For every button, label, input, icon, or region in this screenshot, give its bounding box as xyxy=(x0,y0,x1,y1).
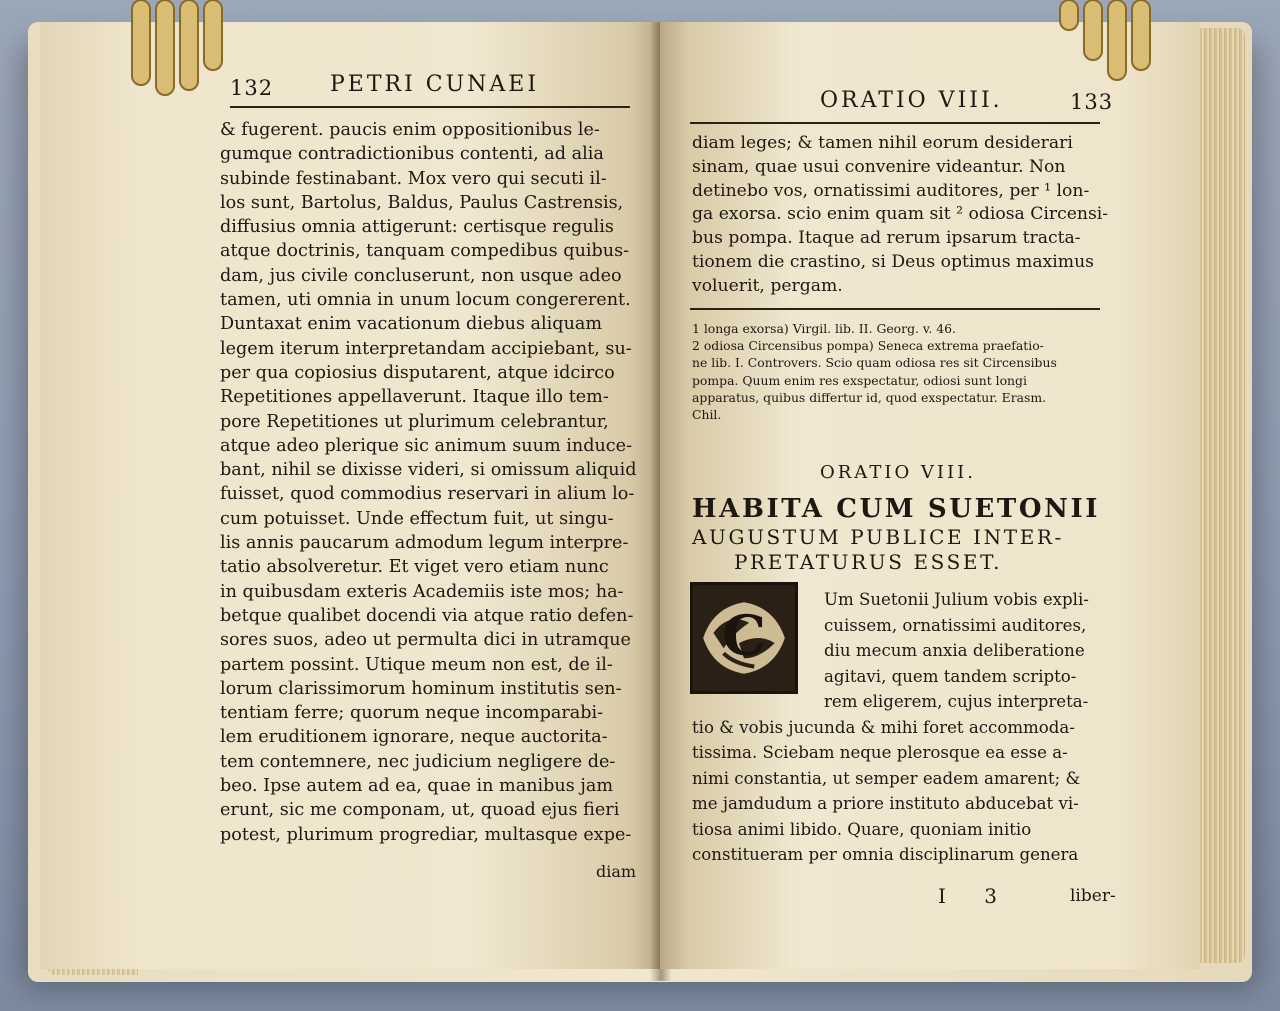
left-header-rule xyxy=(230,106,630,108)
text-line: subinde festinabant. Mox vero qui secuti il- xyxy=(220,168,607,189)
text-line: lorum clarissimorum hominum institutis sen- xyxy=(220,678,622,699)
text-line: diu mecum anxia deliberatione xyxy=(824,641,1085,660)
brass-page-clip-right xyxy=(1040,0,1160,110)
footnote-line: 1 longa exorsa) Virgil. lib. II. Georg. v. 46. xyxy=(692,321,956,336)
right-catchword: liber- xyxy=(1070,886,1116,906)
text-line: in quibusdam exteris Academiis iste mos; ha- xyxy=(220,581,624,602)
text-line: Duntaxat enim vacationum diebus aliquam xyxy=(220,314,603,335)
text-line: erunt, sic me componam, ut, quoad ejus fieri xyxy=(220,800,620,821)
text-line: bant, nihil se dixisse videri, si omissum aliquid xyxy=(220,460,637,481)
oration-subtitle-line2: PRETATURUS ESSET. xyxy=(734,550,1003,574)
text-line: tionem die crastino, si Deus optimus maximus xyxy=(692,251,1094,272)
text-line: atque adeo plerique sic animum suum induce- xyxy=(220,435,633,456)
text-line: Um Suetonii Julium vobis expli- xyxy=(824,590,1089,609)
text-line: lis annis paucarum admodum legum interpre- xyxy=(220,533,629,554)
text-line: beo. Ipse autem ad ea, quae in manibus jam xyxy=(220,776,614,797)
left-page-number: 132 xyxy=(230,76,274,100)
text-line: per qua copiosius disputarent, atque idcirco xyxy=(220,362,615,383)
text-line: agitavi, quem tandem scripto- xyxy=(824,666,1077,686)
footnote-line: pompa. Quum enim res exspectatur, odiosi sunt longi xyxy=(692,372,1027,388)
footnotes xyxy=(692,320,1057,423)
text-line: bus pompa. Itaque ad rerum ipsarum tracta- xyxy=(692,228,1081,249)
text-line: voluerit, pergam. xyxy=(692,275,843,296)
text-line: potest, plurimum progrediar, multasque expe- xyxy=(220,824,632,845)
text-line: detinebo vos, ornatissimi auditores, per ¹ lon- xyxy=(692,180,1090,201)
text-line: constitueram per omnia disciplinarum genera xyxy=(692,845,1079,864)
text-line: cum potuisset. Unde effectum fuit, ut singu- xyxy=(220,508,614,529)
left-page xyxy=(40,22,660,969)
section-label: ORATIO VIII. xyxy=(820,462,976,483)
text-line: tem contemnere, nec judicium negligere de- xyxy=(220,751,616,772)
text-line: tio & vobis jucunda & mihi foret accommoda- xyxy=(692,717,1075,737)
svg-text:C: C xyxy=(722,602,766,668)
text-line: tamen, uti omnia in unum locum congererent. xyxy=(220,290,631,311)
oration-opening-text xyxy=(692,587,1089,868)
text-line: pore Repetitiones ut plurimum celebrantur, xyxy=(220,411,609,432)
right-header-rule xyxy=(690,122,1100,124)
footnote-line: ne lib. I. Controvers. Scio quam odiosa res sit Circensibus xyxy=(692,355,1057,371)
right-running-title: ORATIO VIII. xyxy=(820,88,1003,113)
text-line: gumque contradictionibus contenti, ad alia xyxy=(220,144,604,165)
brass-page-clip-left xyxy=(120,0,240,110)
notes-rule xyxy=(690,308,1100,310)
text-line: tatio absolveretur. Et viget vero etiam nunc xyxy=(220,557,609,578)
text-line: diffusius omnia attigerunt: certisque regulis xyxy=(220,217,614,238)
footnote-line: 2 odiosa Circensibus pompa) Seneca extrema praefatio- xyxy=(692,338,1044,354)
signature-mark: I 3 xyxy=(938,884,1013,908)
text-line: lem eruditionem ignorare, neque auctorita- xyxy=(220,727,608,748)
left-running-title: PETRI CUNAEI xyxy=(330,72,540,97)
text-line: betque qualibet docendi via atque ratio defen- xyxy=(220,605,634,626)
text-line: atque doctrinis, tanquam compedibus quibus- xyxy=(220,241,630,262)
text-line: los sunt, Bartolus, Baldus, Paulus Castrensis, xyxy=(220,192,624,213)
footnote-line: apparatus, quibus differtur id, quod exspectatur. Erasm. xyxy=(692,389,1047,405)
left-body-text xyxy=(220,118,637,847)
text-line: diam leges; & tamen nihil eorum desiderari xyxy=(692,133,1073,153)
oration-subtitle-line1: AUGUSTUM PUBLICE INTER- xyxy=(692,525,1064,549)
text-line: dam, jus civile concluserunt, non usque adeo xyxy=(220,265,622,286)
text-line: tentiam ferre; quorum neque incomparabi- xyxy=(220,703,604,724)
oration-title: HABITA CUM SUETONII xyxy=(692,494,1100,524)
right-page-number: 133 xyxy=(1070,90,1114,114)
text-line: tissima. Sciebam neque plerosque ea esse a- xyxy=(692,743,1068,762)
text-line: fuisset, quod commodius reservari in alium lo- xyxy=(220,484,635,505)
text-line: ga exorsa. scio enim quam sit ² odiosa Circensi- xyxy=(692,204,1109,225)
text-line: sinam, quae usui convenire videantur. Non xyxy=(692,156,1066,177)
text-line: me jamdudum a priore instituto abducebat vi- xyxy=(692,794,1079,813)
text-line: tiosa animi libido. Quare, quoniam initio xyxy=(692,819,1032,839)
right-page xyxy=(660,22,1200,969)
text-line: rem eligerem, cujus interpreta- xyxy=(824,692,1089,711)
right-body-text xyxy=(692,132,1108,299)
text-line: nimi constantia, ut semper eadem amarent; & xyxy=(692,768,1081,788)
left-catchword: diam xyxy=(596,862,637,881)
text-line: Repetitiones appellaverunt. Itaque illo tem- xyxy=(220,387,609,408)
text-line: & fugerent. paucis enim oppositionibus le- xyxy=(220,120,600,140)
footnote-line: Chil. xyxy=(692,407,722,423)
text-line: partem possint. Utique meum non est, de il- xyxy=(220,654,613,675)
text-line: cuissem, ornatissimi auditores, xyxy=(824,615,1087,635)
text-line: legem iterum interpretandam accipiebant, su- xyxy=(220,338,632,359)
text-line: sores suos, adeo ut permulta dici in utramque xyxy=(220,630,631,651)
